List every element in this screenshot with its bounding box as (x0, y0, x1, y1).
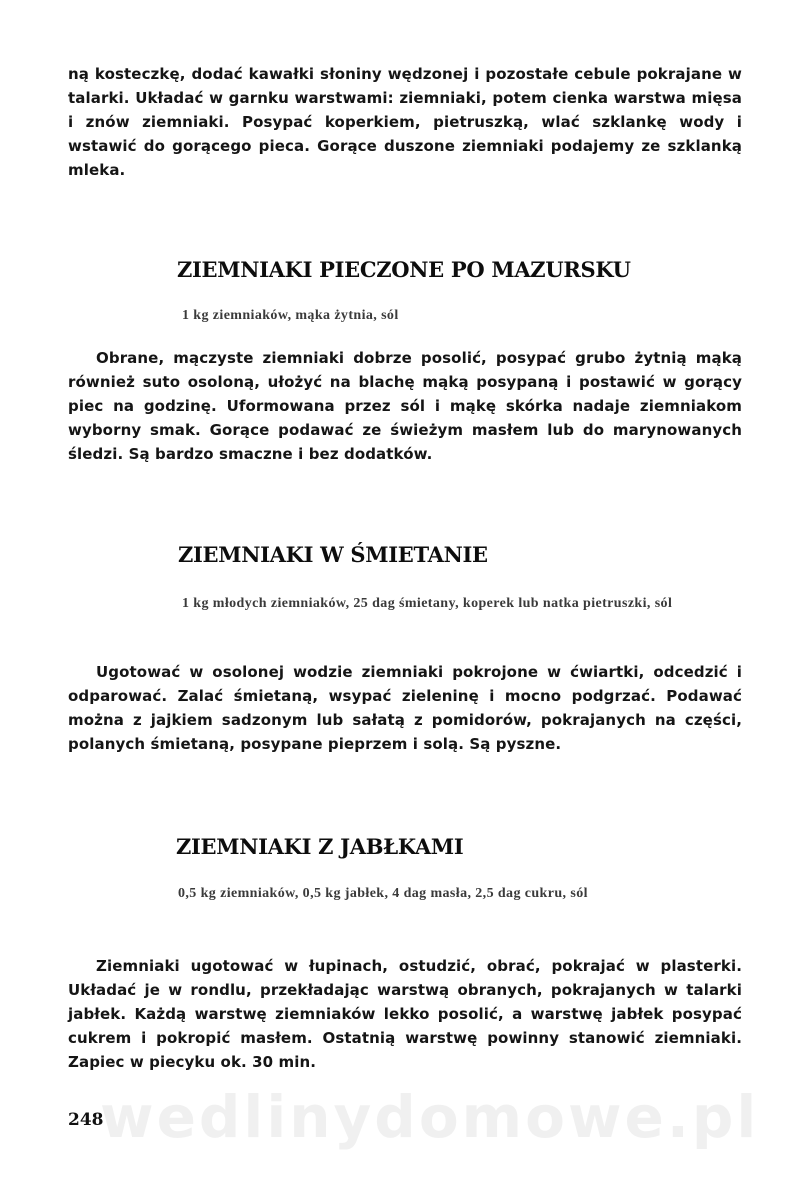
recipe-instructions-smietanie: Ugotować w osolonej wodzie ziemniaki pokrojone w ćwiartki, odcedzić i odparować. Zalać śmietaną, wsypać zieleninę i mocno podgrzać. Podawać można z jajkiem sadzonym lub sałatą z pomidorów, pokrajanych na części, polanych śmietaną, posypane pieprzem i solą. Są pyszne. (68, 663, 742, 753)
page-number: 248 (68, 1110, 104, 1130)
recipe-ingredients-smietanie: 1 kg młodych ziemniaków, 25 dag śmietany, koperek lub natka pietruszki, sól (182, 596, 673, 611)
intro-paragraph: ną kosteczkę, dodać kawałki słoniny wędzonej i pozostałe cebule pokrajane w talarki. Układać w garnku warstwami: ziemniaki, potem cienka warstwa mięsa i znów ziemniaki. Posypać koperkiem, pietruszką, wlać szklankę wody i wstawić do gorącego pieca. Gorące duszone ziemniaki podajemy ze szklanką mleka. (68, 65, 742, 179)
site-watermark: wedlinydomowe.pl (100, 1083, 760, 1151)
recipe-instructions-mazursku: Obrane, mączyste ziemniaki dobrze posolić, posypać grubo żytnią mąką również suto osoloną, ułożyć na blachę mąką posypaną i postawić w gorący piec na godzinę. Uformowana przez sól i mąkę skórka nadaje ziemniakom wyborny smak. Gorące podawać ze świeżym masłem lub do marynowanych śledzi. Są bardzo smaczne i bez dodatków. (68, 349, 742, 463)
recipe-title-smietanie: ZIEMNIAKI W ŚMIETANIE (178, 542, 488, 567)
recipe-ingredients-jablkami: 0,5 kg ziemniaków, 0,5 kg jabłek, 4 dag masła, 2,5 dag cukru, sól (178, 886, 588, 901)
recipe-title-jablkami: ZIEMNIAKI Z JABŁKAMI (176, 834, 464, 859)
recipe-title-mazursku: ZIEMNIAKI PIECZONE PO MAZURSKU (177, 257, 631, 282)
recipe-ingredients-mazursku: 1 kg ziemniaków, mąka żytnia, sól (182, 308, 399, 323)
recipe-instructions-jablkami: Ziemniaki ugotować w łupinach, ostudzić, obrać, pokrajać w plasterki. Układać je w rondlu, przekładając warstwą obranych, pokrajanych w talarki jabłek. Każdą warstwę ziemniaków lekko posolić, a warstwę jabłek posypać cukrem i pokropić masłem. Ostatnią warstwę powinny stanowić ziemniaki. Zapiec w piecyku ok. 30 min. (68, 957, 742, 1071)
